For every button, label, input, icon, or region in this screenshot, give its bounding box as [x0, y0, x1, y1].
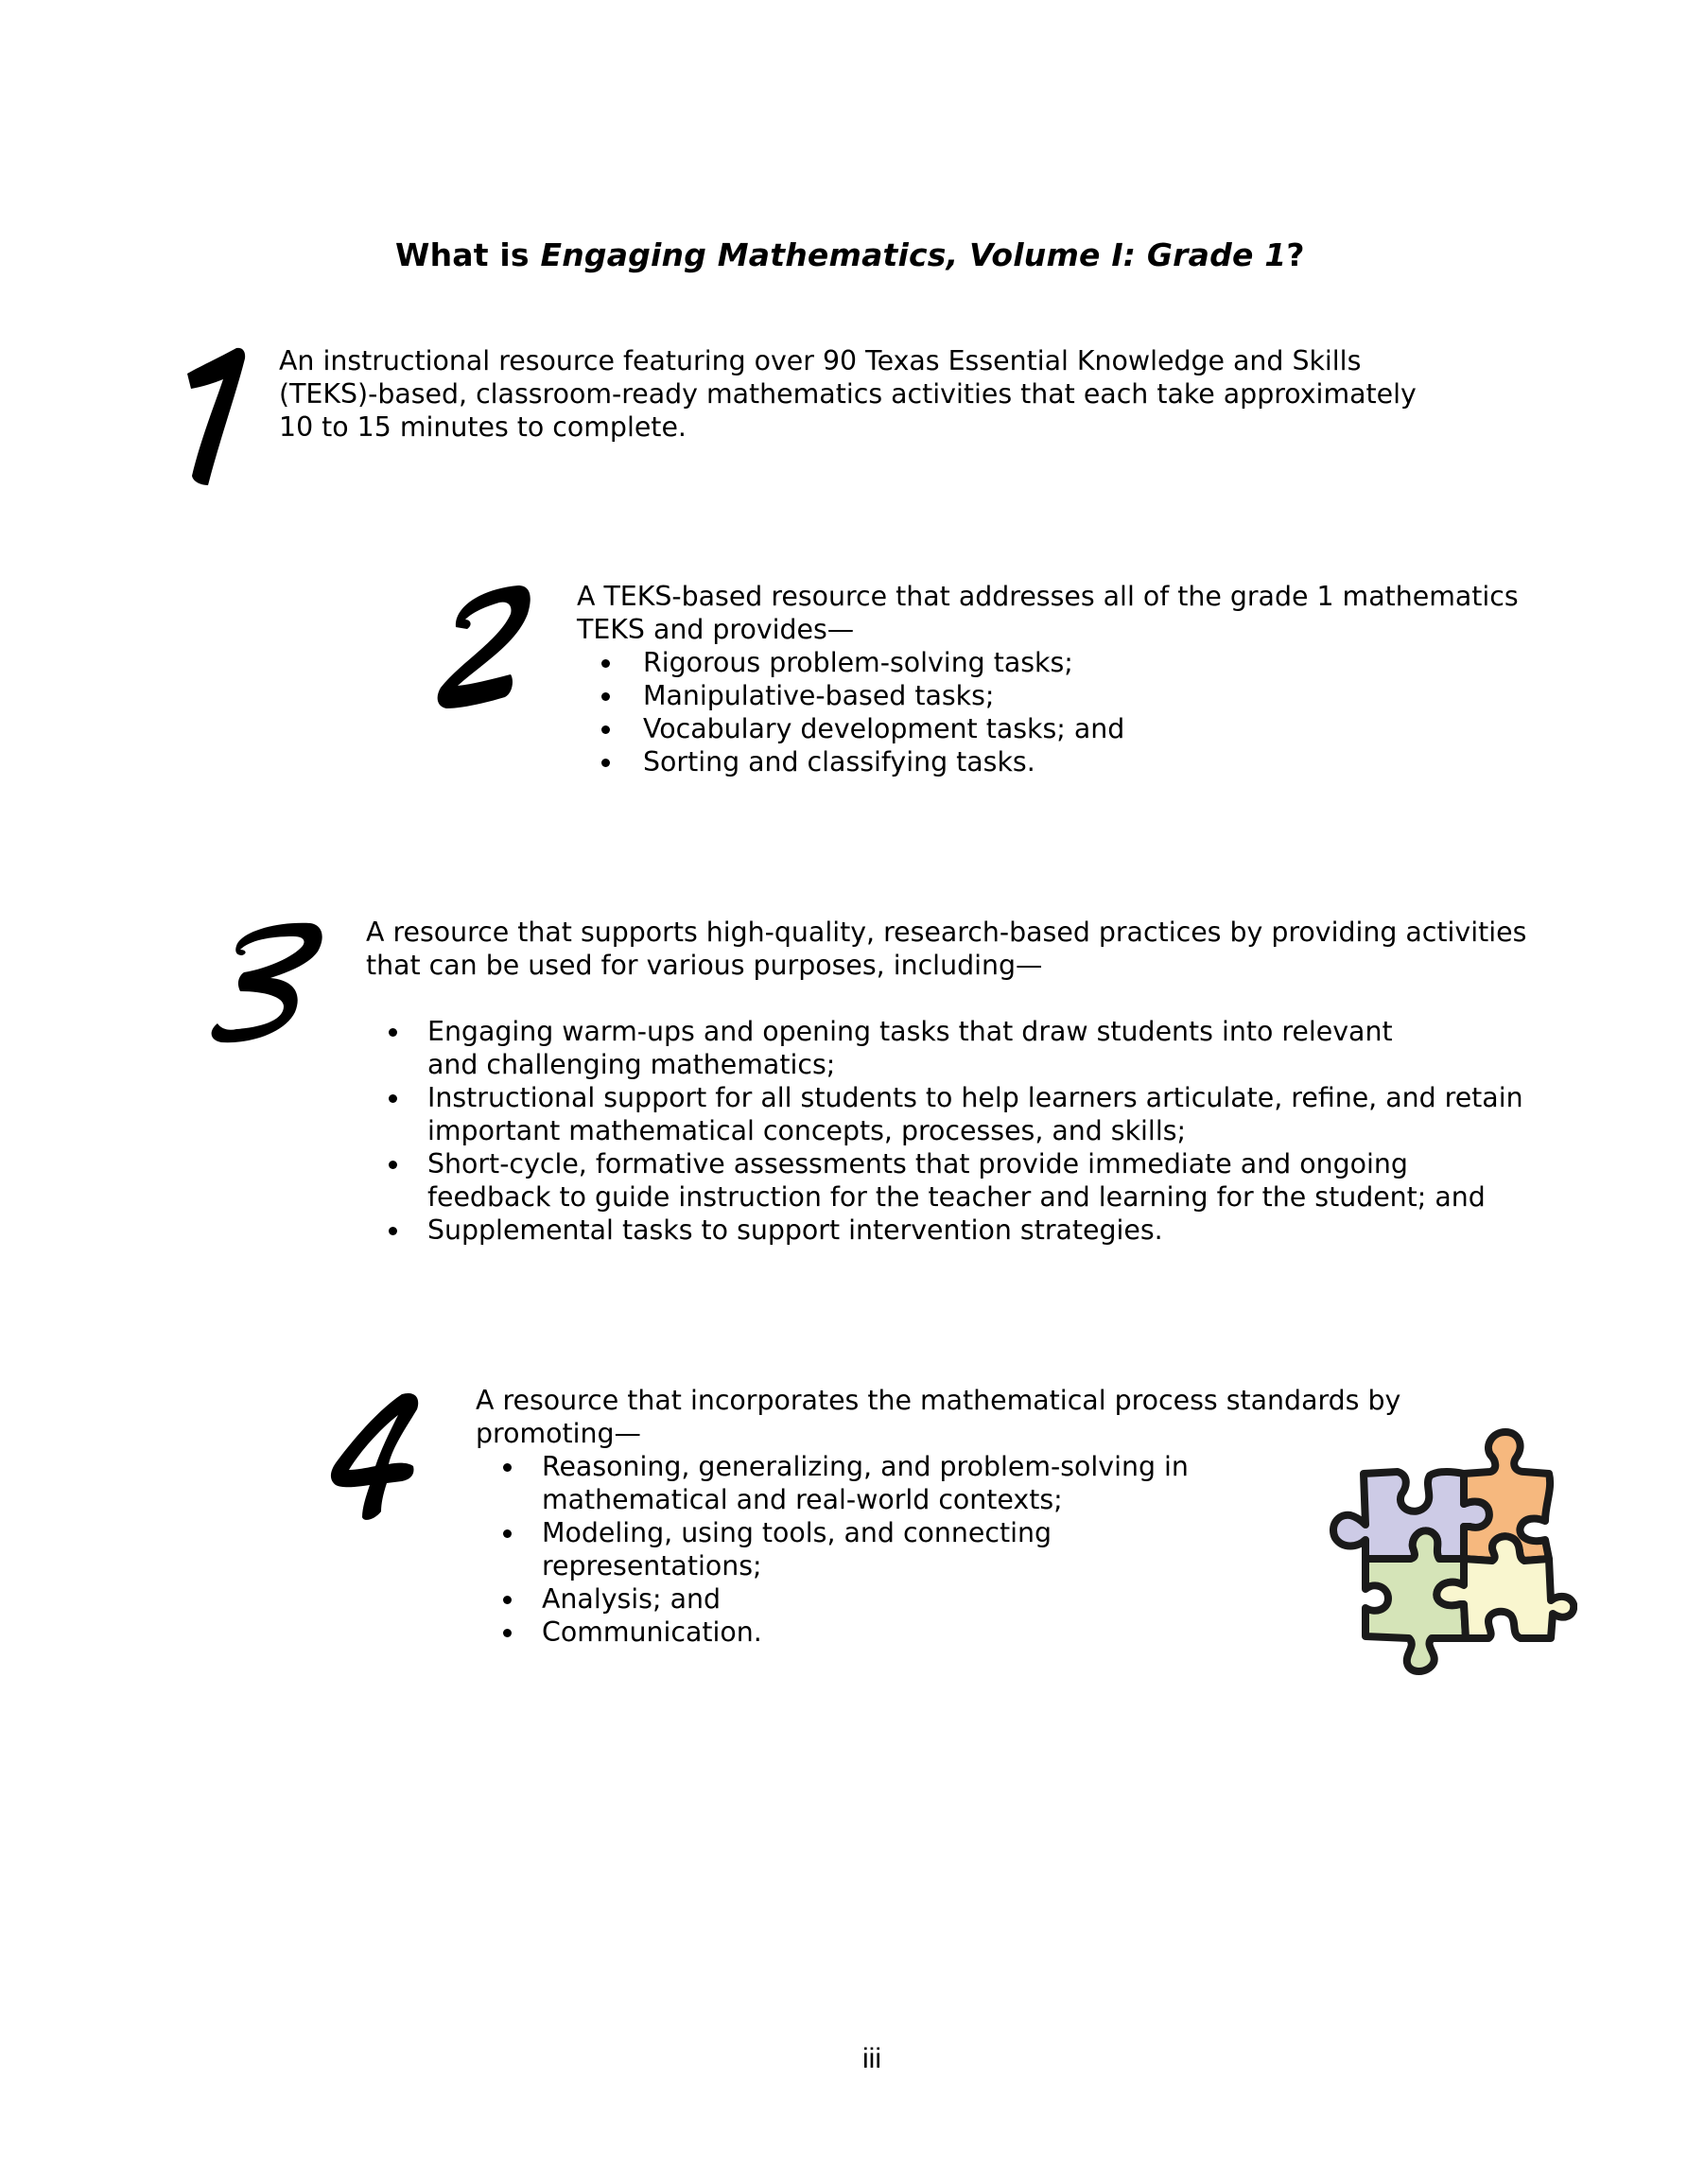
- section-4-text: [476, 1384, 1400, 1649]
- section-2-text: [577, 580, 1519, 778]
- bullet-text: important mathematical concepts, processes, and skills;: [427, 1115, 1187, 1146]
- text-line: A resource that incorporates the mathematical process standards by: [476, 1385, 1401, 1416]
- bullet-text: Vocabulary development tasks; and: [643, 713, 1125, 744]
- text-line: (TEKS)-based, classroom-ready mathematics activities that each take approximately: [279, 378, 1417, 410]
- bullet-icon: [601, 725, 610, 734]
- bullet-icon: [389, 1161, 397, 1169]
- text-line: that can be used for various purposes, including—: [366, 950, 1043, 981]
- bullet-icon: [601, 692, 610, 701]
- bullet-item: [366, 1015, 1526, 1048]
- bullet-item: [476, 1616, 1400, 1649]
- bullet-text: representations;: [542, 1550, 762, 1581]
- bullet-text: feedback to guide instruction for the teacher and learning for the student; and: [427, 1181, 1486, 1213]
- title-suffix: ?: [1286, 236, 1305, 273]
- bullet-text: Communication.: [542, 1616, 762, 1648]
- bullet-icon: [503, 1596, 512, 1604]
- bullet-text: Supplemental tasks to support intervention strategies.: [427, 1214, 1163, 1246]
- bullet-icon: [503, 1529, 512, 1538]
- bullet-text: Reasoning, generalizing, and problem-solving in: [542, 1451, 1189, 1482]
- handwritten-digit-2-icon: [433, 582, 535, 714]
- bullet-icon: [601, 759, 610, 767]
- bullet-item: [577, 679, 1519, 712]
- page-number: iii: [862, 2043, 881, 2074]
- text-line: 10 to 15 minutes to complete.: [279, 411, 687, 443]
- handwritten-digit-1-icon: [180, 345, 251, 487]
- bullet-icon: [389, 1028, 397, 1037]
- bullet-icon: [503, 1463, 512, 1472]
- bullet-item: [476, 1582, 1400, 1616]
- bullet-icon: [389, 1094, 397, 1103]
- bullet-continuation: [366, 1048, 1526, 1081]
- puzzle-pieces-icon: [1322, 1419, 1577, 1679]
- bullet-text: Modeling, using tools, and connecting: [542, 1517, 1052, 1548]
- handwritten-digit-3-icon: [208, 917, 326, 1048]
- bullet-item: [476, 1450, 1400, 1483]
- bullet-icon: [601, 659, 610, 668]
- bullet-text: mathematical and real-world contexts;: [542, 1484, 1063, 1515]
- title-italic: Engaging Mathematics, Volume I: Grade 1: [540, 236, 1287, 273]
- page-title: [395, 236, 1305, 273]
- handwritten-digit-4-icon: [326, 1390, 426, 1523]
- text-line: A resource that supports high-quality, research-based practices by providing activities: [366, 917, 1527, 948]
- bullet-text: Sorting and classifying tasks.: [643, 746, 1035, 778]
- bullet-continuation: [476, 1549, 1400, 1582]
- bullet-text: Analysis; and: [542, 1583, 721, 1615]
- bullet-item: [366, 1147, 1526, 1180]
- section-3-text: [366, 916, 1526, 1247]
- bullet-item: [577, 745, 1519, 778]
- bullet-continuation: [366, 1114, 1526, 1147]
- bullet-text: Short-cycle, formative assessments that provide immediate and ongoing: [427, 1148, 1408, 1179]
- bullet-text: Instructional support for all students to help learners articulate, refine, and retain: [427, 1082, 1523, 1113]
- title-prefix: What is: [395, 236, 541, 273]
- bullet-item: [577, 646, 1519, 679]
- bullet-item: [366, 1214, 1526, 1247]
- section-1-text: [279, 344, 1417, 444]
- bullet-icon: [503, 1629, 512, 1637]
- bullet-continuation: [366, 1180, 1526, 1214]
- text-line: promoting—: [476, 1418, 641, 1449]
- bullet-continuation: [476, 1483, 1400, 1516]
- bullet-text: Rigorous problem-solving tasks;: [643, 647, 1073, 678]
- bullet-icon: [389, 1227, 397, 1235]
- bullet-item: [577, 712, 1519, 745]
- text-line: TEKS and provides—: [577, 614, 855, 645]
- text-line: A TEKS-based resource that addresses all of the grade 1 mathematics: [577, 581, 1519, 612]
- bullet-text: Engaging warm-ups and opening tasks that draw students into relevant: [427, 1016, 1393, 1047]
- bullet-item: [366, 1081, 1526, 1114]
- bullet-item: [476, 1516, 1400, 1549]
- bullet-text: Manipulative-based tasks;: [643, 680, 995, 711]
- text-line: An instructional resource featuring over 90 Texas Essential Knowledge and Skills: [279, 345, 1362, 376]
- bullet-text: and challenging mathematics;: [427, 1049, 836, 1080]
